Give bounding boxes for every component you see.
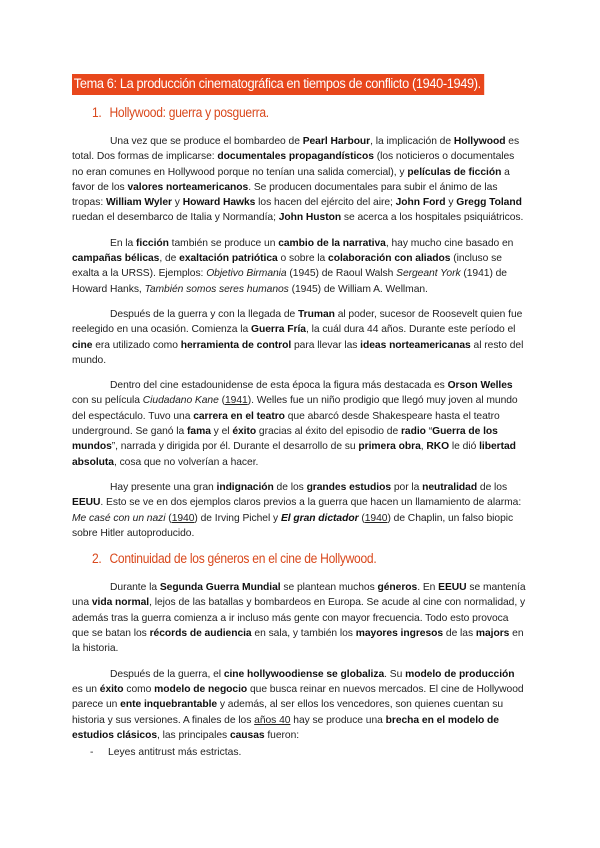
text-run: . Su bbox=[384, 668, 406, 680]
bold-run: Guerra de los mundos bbox=[72, 426, 498, 453]
text-run: se mantenía una bbox=[72, 582, 526, 609]
text-run: “ bbox=[425, 426, 433, 438]
bold-run: modelo de negocio bbox=[154, 683, 248, 695]
text-run: Después de la guerra y con la llegada de bbox=[110, 308, 298, 320]
text-run: (1945) de William A. Wellman. bbox=[288, 283, 428, 295]
text-run: Durante la bbox=[110, 582, 160, 594]
section-1-paragraph-4 bbox=[72, 378, 528, 470]
bold-run: EEUU bbox=[72, 497, 101, 509]
italic-title: También somos seres humanos bbox=[144, 283, 289, 295]
text-run: le dió bbox=[449, 441, 480, 453]
section-1-paragraph-3 bbox=[72, 307, 528, 368]
section-1-heading-text: Hollywood: guerra y posguerra. bbox=[109, 105, 269, 120]
text-run: (incluso se exalta a la URSS). Ejemplos: bbox=[72, 253, 502, 280]
bold-run: modelo de producción bbox=[405, 668, 515, 680]
text-run: En la bbox=[110, 237, 137, 249]
text-run: es un bbox=[72, 683, 100, 695]
section-1-paragraph-2 bbox=[72, 236, 528, 297]
italic-title: Me casé con un nazi bbox=[72, 512, 166, 524]
bold-run: causas bbox=[229, 729, 265, 741]
bold-run: cine bbox=[72, 339, 93, 351]
text-run: , las principales bbox=[157, 729, 230, 741]
bold-run: mayores ingresos bbox=[355, 628, 444, 640]
underlined-run: 1940 bbox=[171, 512, 195, 524]
italic-title: Ciudadano Kane bbox=[142, 395, 219, 407]
text-run: hay se produce una bbox=[290, 714, 386, 726]
text-run: y bbox=[445, 197, 457, 209]
text-run: ) de Irving Pichel y bbox=[194, 512, 281, 524]
text-run: Dentro del cine estadounidense de esta época la figura más destacada es bbox=[110, 380, 448, 392]
text-run: Una vez que se produce el bombardeo de bbox=[110, 136, 303, 147]
bold-run: películas de ficción bbox=[407, 166, 502, 178]
bold-run: cambio de la narrativa bbox=[278, 237, 386, 249]
text-run: . En bbox=[417, 582, 439, 594]
text-run: , de bbox=[159, 253, 180, 265]
text-run: en sala, y también los bbox=[251, 628, 356, 640]
text-run: al resto del mundo. bbox=[72, 339, 524, 366]
bold-run: Guerra Fría bbox=[251, 324, 306, 336]
section-1-number: 1. bbox=[92, 105, 102, 120]
underlined-run: años 40 bbox=[254, 714, 291, 726]
italic-title: Objetivo Birmania bbox=[206, 268, 287, 280]
bold-run: John Ford bbox=[395, 197, 446, 209]
text-run: (1945) de Raoul Walsh bbox=[286, 268, 397, 280]
text-run: ”, narrada y dirigida por él. Durante el desarrollo de su bbox=[111, 441, 359, 453]
bold-run: primera obra bbox=[358, 441, 421, 453]
text-run: que abarcó desde Shakespeare hasta el teatro underground. Se ganó la bbox=[72, 410, 500, 438]
text-run: de los bbox=[477, 481, 508, 493]
text-run: ( bbox=[218, 395, 225, 407]
text-run: (1941) de Howard Hanks, bbox=[72, 268, 507, 295]
text-run: , lejos de las batallas y bombardeos en Europa. Se acude al cine con normalidad, y además tras la guerra comienza a ir incluso más gente con mayor frecuencia. Todo esto provoca que se batan los bbox=[72, 597, 526, 640]
text-run: , cosa que no volverían a hacer. bbox=[113, 456, 259, 468]
bold-run: récords de audiencia bbox=[149, 628, 252, 640]
bold-run: cine hollywoodiense se globaliza bbox=[223, 668, 385, 680]
section-2-paragraph-1 bbox=[72, 580, 528, 656]
bold-run: neutralidad bbox=[422, 481, 478, 493]
text-run: . Se producen documentales para subir el ánimo de las tropas: bbox=[72, 181, 498, 209]
bold-run: éxito bbox=[99, 683, 124, 695]
text-run: que busca reinar en nuevos mercados. El cine de Hollywood parece un bbox=[72, 683, 524, 711]
text-run: o sobre la bbox=[277, 253, 329, 265]
bold-run: Hollywood bbox=[453, 136, 506, 147]
text-run: . Esto se ve en dos ejemplos claros previos a la guerra que hacen un llamamiento de alarma: bbox=[100, 497, 522, 509]
text-run: por la bbox=[391, 481, 423, 493]
bold-run: radio bbox=[400, 426, 426, 438]
text-run: es total. Dos formas de implicarse: bbox=[72, 136, 520, 163]
text-run: , la implicación de bbox=[370, 136, 454, 147]
bold-run: herramienta de control bbox=[180, 339, 292, 351]
bold-run: Pearl Harbour bbox=[302, 136, 371, 147]
text-run: para llevar las bbox=[291, 339, 361, 351]
bold-run: vida normal bbox=[91, 597, 150, 609]
bold-run: Segunda Guerra Mundial bbox=[159, 582, 281, 594]
text-run: fueron: bbox=[264, 729, 300, 741]
text-run: y el bbox=[210, 426, 233, 438]
text-run: Hay presente una gran bbox=[110, 481, 217, 493]
text-run: ( bbox=[358, 512, 365, 524]
bold-run: majors bbox=[475, 628, 510, 640]
section-1-paragraph-1 bbox=[72, 134, 528, 226]
section-2-heading-text: Continuidad de los géneros en el cine de Hollywood. bbox=[109, 551, 377, 567]
text-run: ruedan el desembarco de Italia y Normandía; bbox=[72, 212, 279, 224]
bold-run: éxito bbox=[232, 426, 257, 438]
bold-run: grandes estudios bbox=[306, 481, 392, 493]
section-1-heading bbox=[92, 105, 484, 120]
text-run: los hacen del ejército del aire; bbox=[255, 197, 396, 209]
bold-run: fama bbox=[187, 426, 211, 438]
text-run: con su película bbox=[72, 395, 143, 407]
section-2-paragraph-2 bbox=[72, 667, 528, 743]
bold-run: Truman bbox=[298, 308, 335, 320]
bold-run: documentales propagandísticos bbox=[217, 151, 374, 163]
bold-run: Gregg Toland bbox=[456, 197, 522, 209]
bold-run: géneros bbox=[377, 582, 418, 594]
text-run: , la cuál dura 44 años. Durante este período el bbox=[305, 324, 516, 336]
bold-run: carrera en el teatro bbox=[193, 410, 285, 422]
bold-run: campañas bélicas bbox=[72, 253, 160, 265]
bold-run: William Wyler bbox=[105, 197, 172, 209]
section-2-heading bbox=[92, 551, 484, 566]
text-run: se plantean muchos bbox=[280, 582, 378, 594]
bold-run: RKO bbox=[426, 441, 450, 453]
underlined-run: 1941 bbox=[225, 395, 248, 407]
text-run: como bbox=[123, 683, 155, 695]
text-run: se acerca a los hospitales psiquiátricos. bbox=[341, 212, 524, 224]
text-run: y bbox=[171, 197, 183, 209]
text-run: y además, al ser ellos los vencedores, son quienes cuentan su historia y sus versiones. A finales de los bbox=[72, 699, 504, 726]
text-run: ) de Chaplin, un falso biopic sobre Hitler autoproducido. bbox=[72, 512, 514, 539]
bold-run: Howard Hawks bbox=[182, 197, 256, 209]
underlined-run: 1940 bbox=[364, 512, 388, 524]
list-item: - Leyes antitrust más estrictas. bbox=[90, 745, 528, 760]
text-run: de las bbox=[443, 628, 476, 640]
text-run: en la historia. bbox=[72, 628, 524, 655]
bold-run: Orson Welles bbox=[447, 380, 513, 392]
text-run: gracias al éxito del episodio de bbox=[256, 426, 401, 438]
bold-run: libertad absoluta bbox=[72, 441, 516, 468]
text-run: , bbox=[420, 441, 427, 453]
text-run: también se produce un bbox=[168, 237, 279, 249]
bold-run: John Huston bbox=[278, 212, 342, 224]
text-run: ). Welles fue un niño prodigio que llegó muy joven al mundo del espectáculo. Tuvo una bbox=[72, 395, 518, 422]
text-run: , hay mucho cine basado en bbox=[385, 237, 514, 249]
bold-run: exaltación patriótica bbox=[179, 253, 278, 265]
text-run: a favor de los bbox=[72, 166, 510, 193]
section-1-paragraph-5 bbox=[72, 480, 528, 541]
section-2-number: 2. bbox=[92, 551, 102, 567]
bold-run: indignación bbox=[216, 481, 274, 493]
italic-title: Sergeant York bbox=[396, 268, 461, 280]
text-run: ( bbox=[165, 512, 172, 524]
bold-run: ideas norteamericanas bbox=[360, 339, 471, 351]
text-run: era utilizado como bbox=[92, 339, 181, 351]
bold-run: valores norteamericanos bbox=[127, 181, 249, 193]
text-run: (los noticieros o documentales no eran comunes en Hollywood porque no tenían una salida comercial), y bbox=[72, 151, 515, 178]
bold-run: ente inquebrantable bbox=[120, 699, 218, 711]
bold-run: brecha en el modelo de estudios clásicos bbox=[72, 714, 499, 741]
causes-list bbox=[72, 745, 528, 760]
bold-italic-title: El gran dictador bbox=[280, 512, 359, 524]
text-run: de los bbox=[273, 481, 307, 493]
bold-run: EEUU bbox=[438, 582, 467, 594]
text-run: al poder, sucesor de Roosevelt quien fue reelegido en una ocasión. Comienza la bbox=[72, 308, 523, 336]
bold-run: ficción bbox=[136, 237, 169, 249]
bold-run: colaboración con aliados bbox=[328, 253, 451, 265]
text-run: Después de la guerra, el bbox=[110, 668, 224, 680]
document-title: Tema 6: La producción cinematográfica en tiempos de conflicto (1940-1949). bbox=[72, 74, 484, 95]
